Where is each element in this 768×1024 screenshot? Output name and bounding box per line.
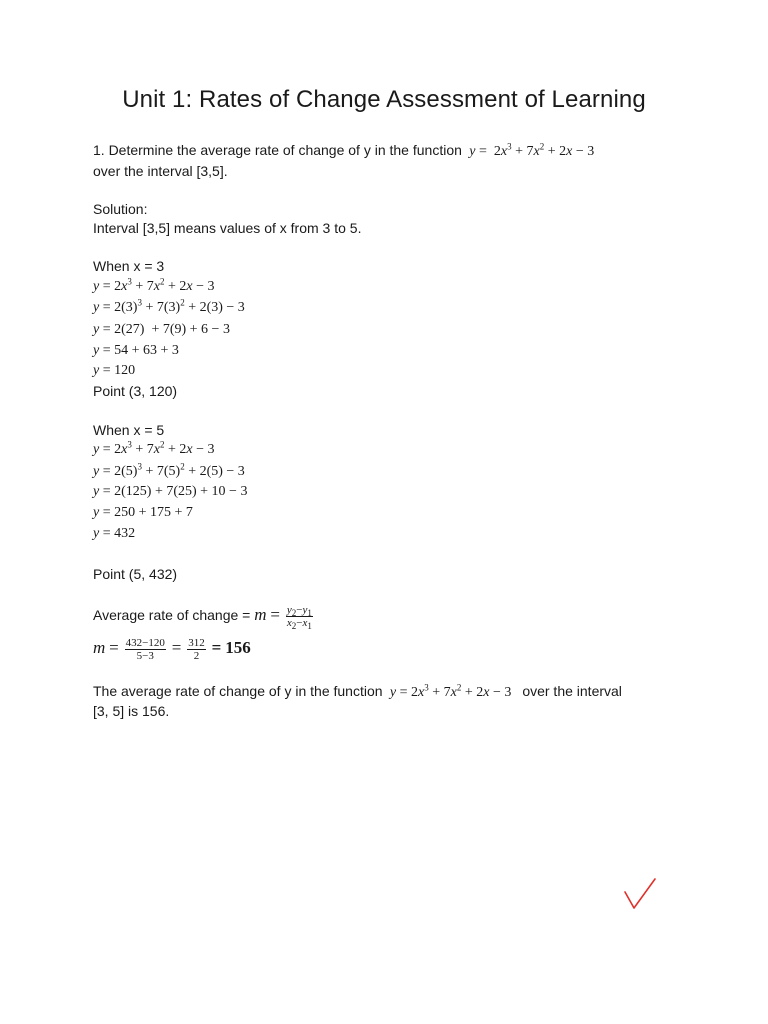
conclusion-line — [93, 682, 622, 702]
case2-step5: y = 432 — [93, 526, 136, 541]
slope-fraction: $\frac{y_2-y_1}{x_2-x_1}$ — [286, 603, 312, 631]
case2-heading: When x = 5 — [93, 422, 165, 438]
case1-step5: y = 120 — [93, 363, 136, 378]
avg-label: Average rate of change = — [93, 607, 251, 623]
case1-step4: y = 54 + 63 + 3 — [93, 343, 179, 358]
calc-result: 156 — [225, 638, 251, 657]
case1-step3: y = 2(27) + 7(9) + 6 − 3 — [93, 322, 230, 337]
solution-label: Solution: — [93, 201, 148, 217]
case2-step1: $y = 2x^3 + 7x^2 + 2x - 3$ — [93, 439, 215, 457]
slope-symbol: m — [254, 605, 267, 624]
case2-point: Point (5, 432) — [93, 566, 178, 582]
case1-step2: $y = 2(3)^3 + 7(3)^2 + 2(3) - 3$ — [93, 297, 245, 315]
question-line — [93, 141, 594, 161]
question-prefix: 1. Determine the average rate of change of y in the function — [93, 142, 462, 158]
case2-step3: y = 2(125) + 7(25) + 10 − 3 — [93, 484, 248, 499]
conclusion-suffix: over the interval — [522, 683, 622, 699]
case2-step2: $y = 2(5)^3 + 7(5)^2 + 2(5) - 3$ — [93, 461, 245, 479]
page-title: Unit 1: Rates of Change Assessment of Learning — [122, 86, 646, 113]
case2-step4: y = 250 + 175 + 7 — [93, 505, 193, 520]
case1-heading: When x = 3 — [93, 258, 165, 274]
conclusion-line2: [3, 5] is 156. — [93, 703, 170, 719]
avg-rate-formula: Average rate of change = m = $\frac{y_2-y_1}{x_2-x_1}$ — [93, 603, 312, 631]
checkmark-icon — [622, 876, 658, 912]
question-interval: over the interval [3,5]. — [93, 163, 228, 179]
case1-point: Point (3, 120) — [93, 383, 178, 399]
function-equation: $y = 2x^3 + 7x^2 + 2x - 3$ — [469, 141, 595, 159]
conclusion-prefix: The average rate of change of y in the function — [93, 683, 383, 699]
calc-fraction-2: $\frac{312}{2}$ — [188, 636, 205, 662]
interval-explanation: Interval [3,5] means values of x from 3 to 5. — [93, 220, 362, 236]
slope-calculation: m = $\frac{432-120}{5-3}$ = $\frac{312}{2}$ = 156 — [93, 636, 251, 662]
conclusion-function: $y = 2x^3 + 7x^2 + 2x - 3$ — [389, 682, 519, 700]
calc-fraction-1: $\frac{432-120}{5-3}$ — [125, 636, 165, 662]
case1-step1: $y = 2x^3 + 7x^2 + 2x - 3$ — [93, 276, 215, 294]
